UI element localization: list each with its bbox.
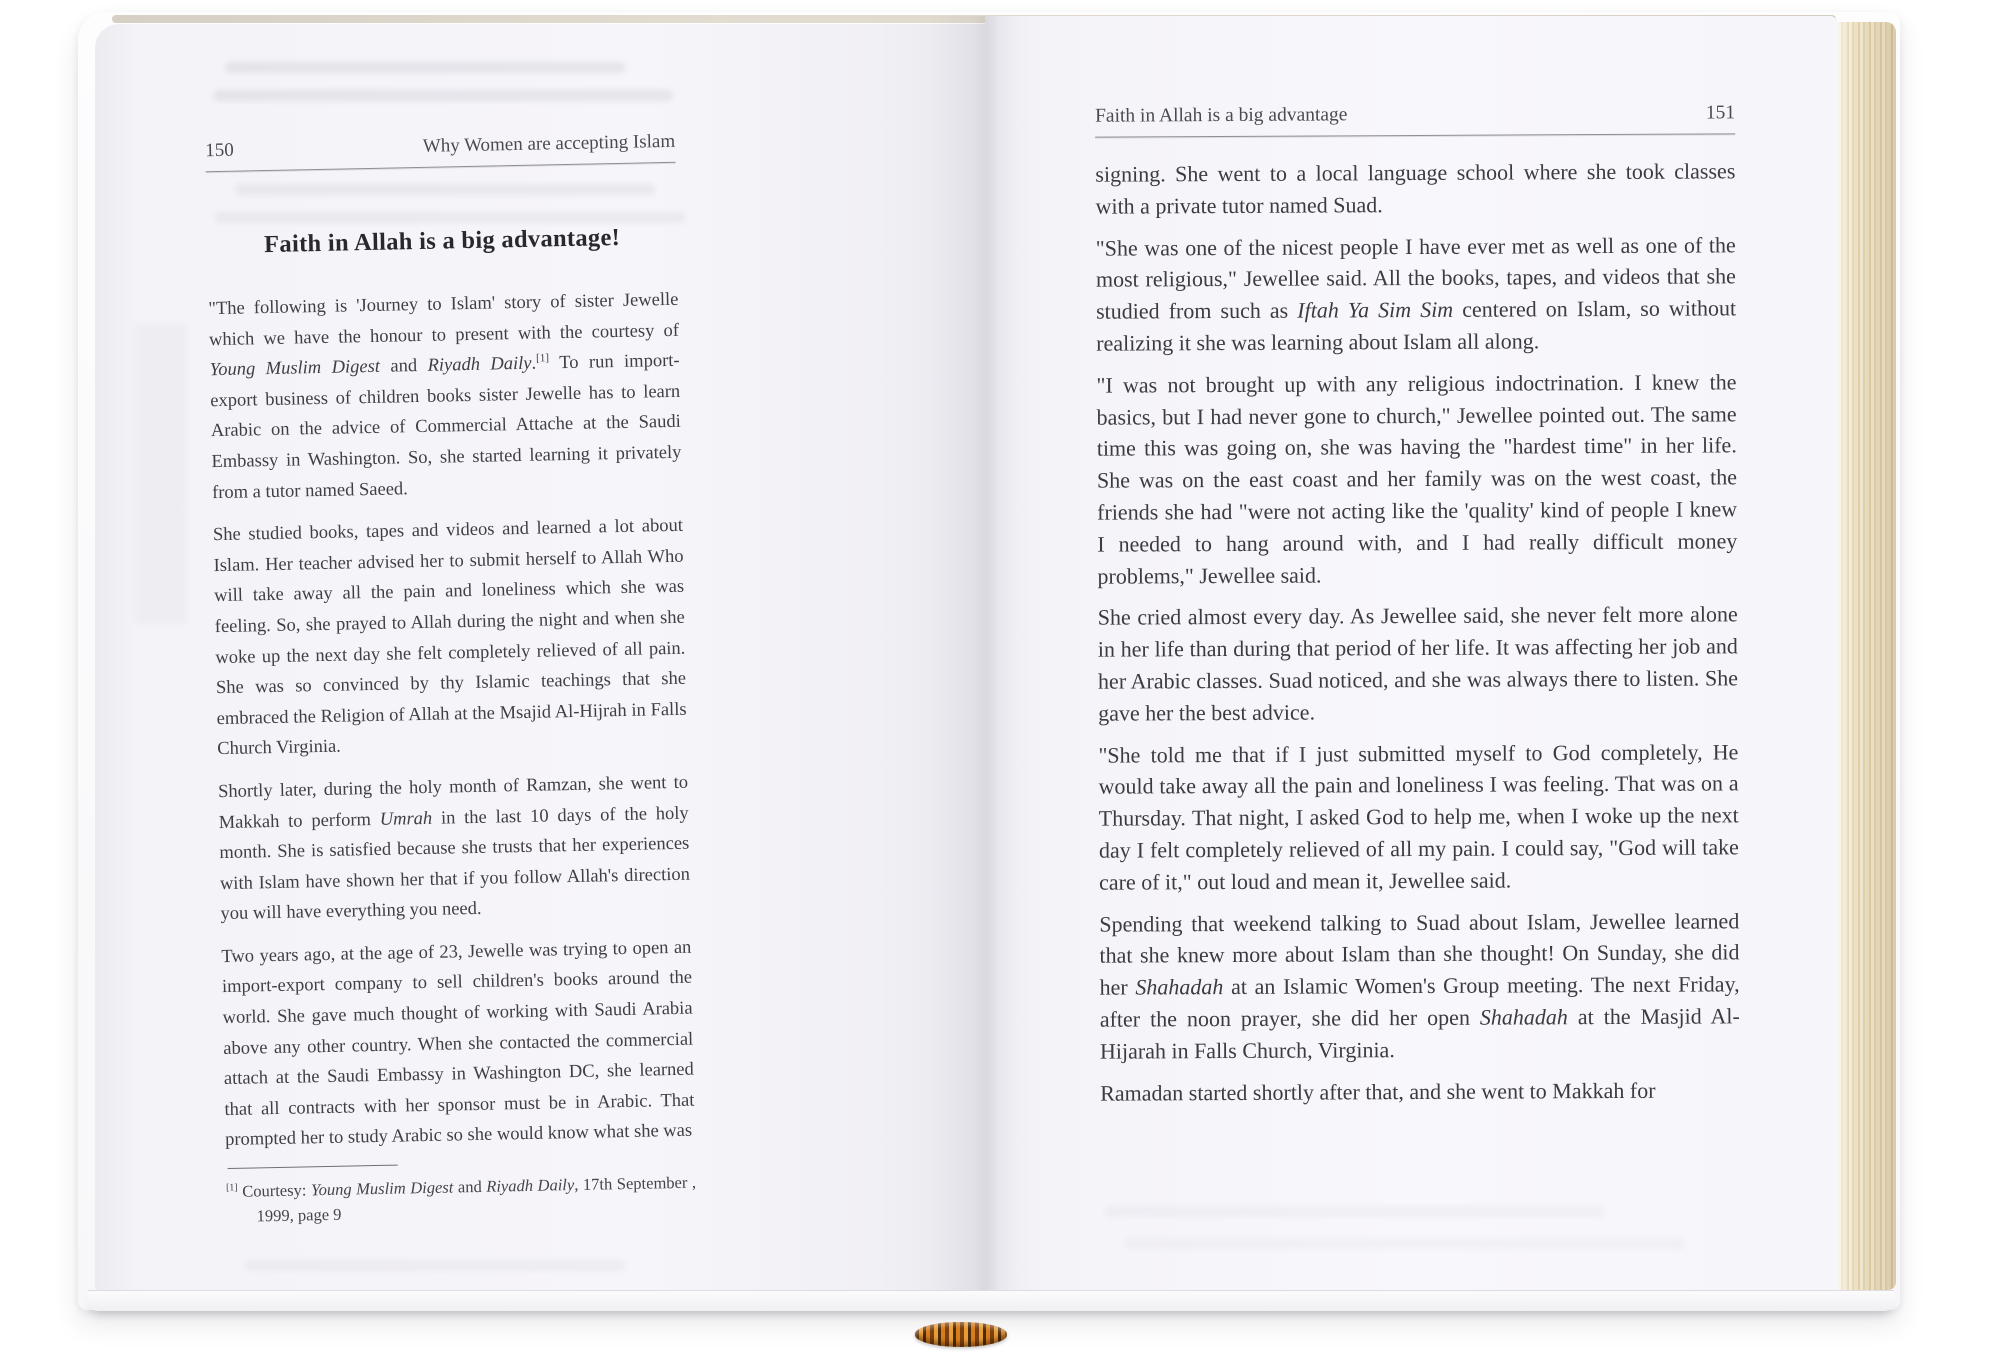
footnote (226, 1159, 697, 1229)
header-rule-left (206, 162, 676, 172)
show-through (135, 324, 187, 624)
show-through (245, 1260, 625, 1271)
paragraph: "I was not brought up with any religious indoctrination. I knew the basics, but I had never gone to church," Jewellee pointed out. The same time this was going on, she was having the "hardest time" in her life. She was on the east coast and her family was on the west coast, the friends she had "were not acting like the 'quality' kind of people I knew I needed to hang around with, and I had really difficult money problems," Jewellee said. (1096, 369, 1738, 589)
paragraph: "She was one of the nicest people I have ever met as well as one of the most religious," Jewellee said. All the books, tapes, and videos that she studied from such as Iftah Ya Sim Sim centered on Islam, so without realizing it she was learning about Islam all along. (1095, 231, 1737, 356)
footnote-rule (228, 1165, 398, 1169)
header-rule-right (1095, 133, 1735, 137)
chapter-heading: Faith in Allah is a big advantage! (263, 223, 621, 259)
left-page-content (205, 131, 697, 1229)
running-header-right: Faith in Allah is a big advantage (1095, 104, 1348, 127)
paragraph: She studied books, tapes and videos and learned a lot about Islam. Her teacher advised her to submit herself to Allah Who will take away all the pain and loneliness which she was feeling. So, she prayed to Allah during the night and when she woke up the next day she felt completely relieved of all pain. She was so convinced by thy Islamic teachings that she embraced the Religion of Allah at the Msajid Al-Hijrah in Falls Church Virginia. (212, 515, 687, 760)
paragraph: She cried almost every day. As Jewellee said, she never felt more alone in her life than during that period of her life. It was affecting her job and her Arabic classes. Suad noticed, and she was always there to listen. She gave her the best advice. (1097, 601, 1739, 726)
left-page-header (205, 131, 675, 162)
paragraph: "She told me that if I just submitted myself to God completely, He would take away all the pain and loneliness I was feeling. That was on a Thursday. That night, I asked God to help me, when I woke up the next day I felt completely relieved of all my pain. I could say, "God will take care of it," out loud and mean it, Jewellee said. (1098, 738, 1739, 895)
show-through (225, 62, 625, 73)
paragraph: signing. She went to a local language school where she took classes with a private tutor named Suad. (1095, 158, 1736, 219)
bottom-cover-edge (88, 1290, 1894, 1311)
left-page-body (208, 285, 695, 1156)
right-page-content (1095, 102, 1740, 1119)
right-page-body (1095, 155, 1740, 1109)
spine-tailband (915, 1322, 1007, 1347)
page-number-right: 151 (1705, 102, 1736, 124)
running-header-left: Why Women are accepting Islam (422, 130, 676, 157)
paragraph: Spending that weekend talking to Suad about Islam, Jewellee learned that she knew more about Islam than she thought! On Sunday, she did her Shahadah at an Islamic Women's Group meeting. The next Friday, after the noon prayer, she did her open Shahadah at the Masjid Al-Hijarah in Falls Church, Virginia. (1099, 907, 1740, 1064)
paragraph: Two years ago, at the age of 23, Jewelle was trying to open an import-export company to sell children's books around the world. She gave much thought of working with Saudi Arabia above any other country. When she contacted the commercial attach at the Saudi Embassy in Washington DC, she learned that all contracts with her sponsor must be in Arabic. That prompted her to study Arabic so she would know what she was (221, 937, 695, 1151)
right-page (985, 16, 1838, 1290)
paragraph: "The following is 'Journey to Islam' story of sister Jewelle which we have the honour to present with the courtesy of Young Muslim Digest and Riyadh Daily.[1] To run import-export business of children books sister Jewelle has to learn Arabic on the advice of Commercial Attache at the Saudi Embassy in Washington. So, she started learning it privately from a tutor named Saeed. (208, 289, 682, 503)
paragraph: Ramadan started shortly after that, and she went to Makkah for (1100, 1077, 1656, 1106)
fore-edge-pages (1838, 22, 1896, 1290)
show-through (213, 90, 673, 101)
right-page-header (1095, 102, 1735, 127)
page-number-left: 150 (205, 139, 234, 162)
show-through (1105, 1206, 1605, 1217)
footnote-text: [1] Courtesy: Young Muslim Digest and Riyadh Daily, 17th September , 1999, page 9 (225, 1172, 697, 1226)
show-through (1125, 1238, 1685, 1249)
left-page (95, 24, 985, 1290)
paragraph: Shortly later, during the holy month of Ramzan, she went to Makkah to perform Umrah in the last 10 days of the holy month. She is satisfied because she trusts that her experiences with Islam have shown her that if you follow Allah's direction you will have everything you need. (217, 772, 691, 925)
